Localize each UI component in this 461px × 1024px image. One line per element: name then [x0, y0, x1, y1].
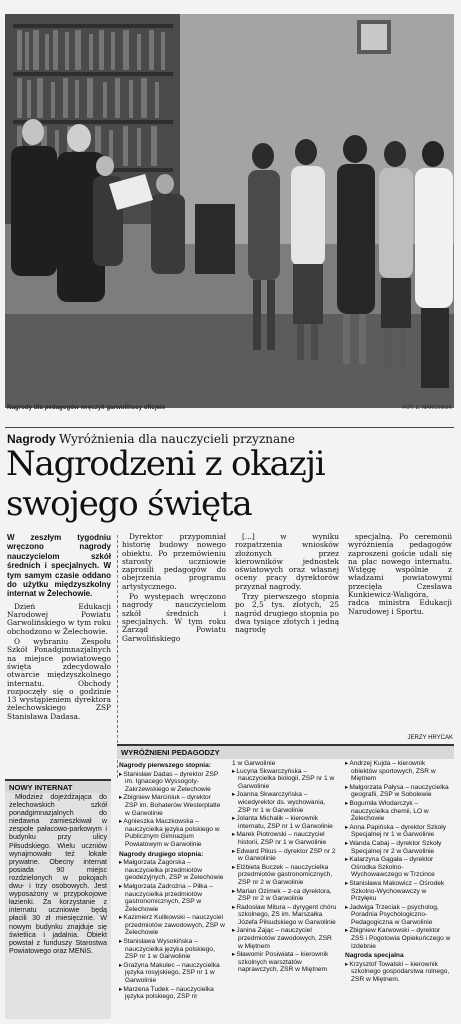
article-column-2	[122, 533, 226, 645]
award-entry: ▸ Sławomir Posiwiata – kierownik szkolnych warsztatów naprawczych, ZSR w Miętnem	[232, 951, 338, 974]
awards-column-1	[119, 760, 225, 1002]
sidebox-paragraph: Młodzież dojeżdżająca do żelechowskich szkół ponadgimnazjalnych do niedawna zamieszkiwał w zespole pałacowo-parkowym i budynku przy ulicy Piłsudskiego. Wielu uczniów wynajmowało też lokale prywatne. Obecny internat posiada 90 miejsc rozdzielonych w pokojach dwu- i trzy osobowych. Jest wyposażony w przypokojowe łazienki. Za korzystanie z internatu uczniowie będą płacili 30 zł miesięcznie. W nowym budynku znajduje się świetlica i jadalnia. Obiekt powstał z funduszy Starostwa Powiatowego oraz MENiS.	[9, 793, 107, 955]
awards-column-2	[232, 760, 338, 975]
award-entry: ▸ Małgorzata Zagórska – nauczycielka przedmiotów geodezyjnych, ZSP w Żelechowie	[119, 859, 225, 882]
award-entry: ▸ Lucyna Skwarczyńska – nauczycielka biologii, ZSP nr 1 w Garwolinie	[232, 768, 338, 791]
awards-category-heading: Nagrody drugiego stopnia:	[119, 850, 204, 858]
headline-line-2: swojego święta	[6, 484, 252, 524]
paragraph: Trzy pierwszego stopnia po 2,5 tys. złotych, 25 nagród drugiego stopnia po dwa tysiące złotych i jedną nagrodę	[235, 592, 339, 635]
award-entry: ▸ Marzena Tudek – nauczycielka języka polskiego, ZSP nr	[119, 986, 225, 1001]
award-entry: ▸ Kazimierz Kulikowski – nauczyciel przedmiotów zawodowych, ZSP w Żelechowie	[119, 914, 225, 937]
awards-category-heading: Nagrody pierwszego stopnia:	[119, 762, 211, 769]
article-author: JERZY HRYCAK	[407, 735, 453, 741]
award-entry: ▸ Elżbieta Buczek – nauczycielka przedmiotów gastronomicznych, ZSP nr 2 w Garwolinie	[232, 864, 338, 887]
paragraph: [...] w wyniku rozpatrzenia wniosków złożonych przez kierowników jednostek oświatowych oraz własnej oceny pracy dyrektorów przyznał nagrody.	[235, 532, 339, 591]
award-entry: ▸ Agnieszka Maczkowska – nauczycielka języka polskiego w Publicznym Gimnazjum Powiatowym w Garwolinie	[119, 818, 225, 848]
paragraph: Po występach wręczono nagrody nauczycielom szkół średnich i specjalnych. W tym roku Zarząd Powiatu Garwolińskiego	[122, 592, 226, 643]
award-entry: ▸ Małgorzata Zadrożna – Piłka – nauczycielka przedmiotów gastronomicznych, ZSP w Żelechowie	[119, 883, 225, 913]
award-entry: ▸ Jolanta Michalik – kierownik internatu, ZSP nr 1 w Garwolinie	[232, 815, 338, 830]
award-entry: ▸ Jadwiga Trzeciak – psycholog, Poradnia Psychologiczno-Pedagogiczna w Garwolinie	[345, 904, 453, 927]
sidebox-title: NOWY INTERNAT	[5, 779, 111, 794]
award-entry: ▸ Zbigniew Marciniuk – dyrektor ZSP im. Bohaterów Westerplatte w Garwolinie	[119, 794, 225, 817]
kicker-subtitle: Wyróżnienia dla nauczycieli przyznane	[59, 432, 295, 446]
awards-column-3	[345, 760, 453, 985]
article-column-4	[348, 533, 452, 618]
award-entry: ▸ Anna Papińska – dyrektor Szkoły Specjalnej nr 1 w Garwolinie	[345, 824, 453, 839]
column-divider	[117, 535, 118, 778]
award-entry: ▸ Stanisława Makowicz – Ośrodek Szkolno-Wychowawczy w Przyłęku	[345, 880, 453, 903]
article-headline	[6, 444, 324, 524]
article-column-1	[7, 533, 111, 723]
paragraph: Dzień Edukacji Narodowej Powiatu Garwolińskiego w tym roku obchodzono w Żelechowie.	[7, 601, 111, 636]
award-entry: ▸ Zbigniew Karwowski – dyrektor ZSS i Pogotowia Opiekuńczego w Izdebnie	[345, 927, 453, 950]
award-entry: ▸ Marek Piotrowski – nauczyciel historii, ZSP nr 1 w Garwolinie	[232, 831, 338, 846]
award-entry: ▸ Stanisława Wysokińska – nauczycielka języka polskiego, ZSP nr 1 w Garwolinie	[119, 938, 225, 961]
award-entry: ▸ Andrzej Kujda – kierownik obiektów sportowych, ZSR w Miętnem	[345, 760, 453, 783]
award-entry: ▸ Janina Zając – nauczyciel przedmiotów zawodowych, ZSR w Miętnem	[232, 927, 338, 950]
article-photo	[5, 14, 454, 408]
article-column-3	[235, 533, 339, 637]
divider	[5, 427, 454, 428]
award-entry: ▸ Grażyna Makulec – nauczycielka języka rosyjskiego, ZSP nr 1 w Garwolinie	[119, 962, 225, 985]
award-entry: ▸ Stanisław Dadas – dyrektor ZSP im. Ignacego Wyssogoty-Zakrzewskiego w Żelechowie	[119, 771, 225, 794]
kicker-section: Nagrody	[7, 432, 56, 446]
award-entry: ▸ Wanda Cabaj – dyrektor Szkoły Specjalnej nr 2 w Garwolinie	[345, 840, 453, 855]
photo-credit: FOT. Z. MARCINIUK	[402, 405, 452, 411]
awards-title: WYRÓŻNIENI PEDAGODZY	[117, 744, 454, 759]
headline-line-1: Nagrodzeni z okazji	[6, 444, 325, 484]
paragraph: specjalną. Po ceremonii wyróżnienia pedagogów zaproszeni goście udali się na plac nowego internatu. Wstęgę wspólnie z władzami powiatowymi przecięła Czesława Kunkiewicz-Waligóra, radca ministra Edukacji Narodowej i Sportu.	[348, 532, 452, 616]
photo-caption-text: Nagrody dla pedagogów wręczyli garwolińscy oficjele	[7, 404, 166, 411]
article-lead: W zeszłym tygodniu wręczono nagrody nauczycielom szkół średnich i specjalnych. W tym samym czasie oddano do użytku międzyszkolny internat w Żelechowie.	[7, 533, 111, 599]
award-entry: ▸ Bogumiła Włodarczyk – nauczycielka chemii, LO w Żelechowie	[345, 800, 453, 823]
award-entry: ▸ Edward Pikus – dyrektor ZSP nr 2 w Garwolinie	[232, 848, 338, 863]
award-entry: ▸ Małgorzata Pałysa – nauczycielka geografii, ZSP w Sobolewie	[345, 784, 453, 799]
awards-category-heading: Nagroda specjalna	[345, 952, 404, 960]
award-entry: 1 w Garwolinie	[232, 760, 276, 767]
award-entry: ▸ Marian Ozimek – z-ca dyrektora, ZSP nr 2 w Garwolinie	[232, 888, 338, 903]
photo-caption	[7, 404, 452, 411]
paragraph: Dyrektor przypomniał historię budowy nowego obiektu. Po przemówieniu starosty uczniowie zaprosili pedagogów do obejrzenia programu artystycznego.	[122, 532, 226, 591]
award-entry: ▸ Radosław Mitura – dyrygent chóru szkolnego, ZS im. Marszałka Józefa Piłsudskiego w Garwolinie	[232, 904, 338, 927]
sidebox	[5, 793, 111, 1019]
award-entry: ▸ Joanna Skwarczyńska – wicedyrektor ds. wychowania, ZSP nr 1 w Garwolinie	[232, 791, 338, 814]
award-entry: ▸ Krzysztof Towalski – kierownik szkolnego gospodarstwa rolnego, ZSR w Miętnem.	[345, 961, 453, 984]
paragraph: O wybraniu Zespołu Szkół Ponadgimnazjalnych na miejsce powiatowego święta zdecydowało otwarcie międzyszkolnego internatu. Obchody rozpoczęły się o godzinie 13 wystąpieniem dyrektora żelechowskiego ZSP Stanisława Dadasa.	[7, 637, 111, 721]
award-entry: ▸ Katarzyna Gągała – dyrektor Ośrodka Szkolno-Wychowawczego w Trzcince	[345, 856, 453, 879]
